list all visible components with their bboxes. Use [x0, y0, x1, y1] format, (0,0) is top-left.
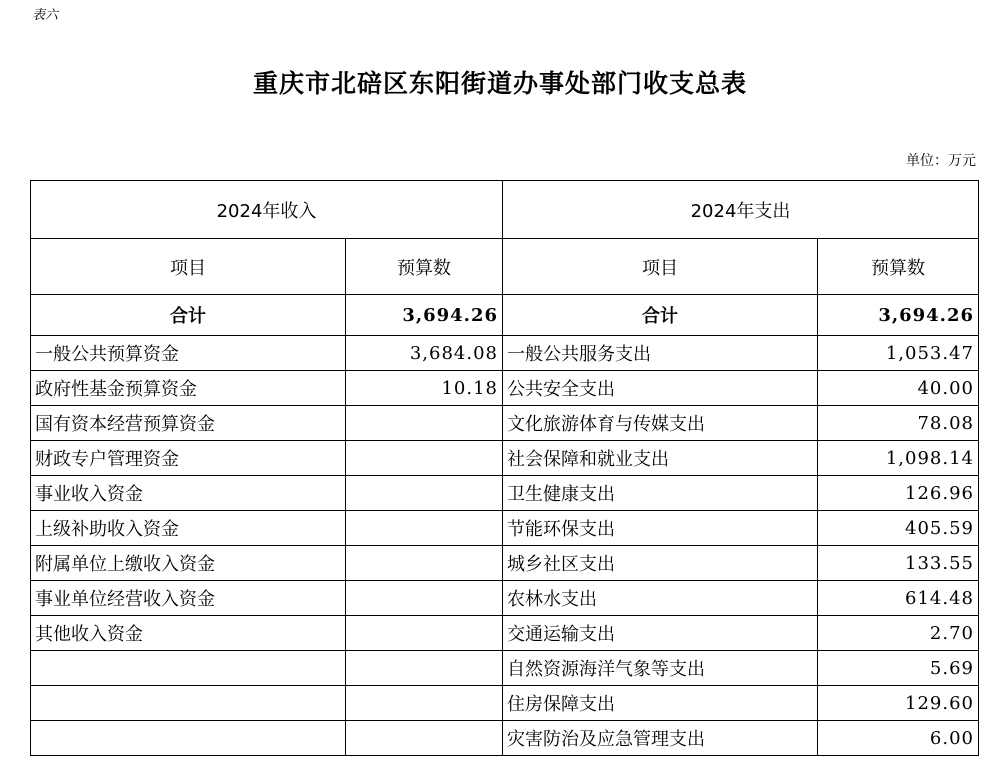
income-total-value: 3,694.26 [346, 295, 503, 336]
expense-value-cell: 5.69 [818, 651, 979, 686]
income-item-cell [31, 686, 346, 721]
income-value-cell [346, 651, 503, 686]
total-row [31, 295, 979, 336]
expense-item-cell: 自然资源海洋气象等支出 [503, 651, 818, 686]
table-row [31, 441, 979, 476]
income-value-cell [346, 406, 503, 441]
table-row [31, 651, 979, 686]
income-total-label: 合计 [31, 295, 346, 336]
expense-value-cell: 405.59 [818, 511, 979, 546]
income-value-cell [346, 511, 503, 546]
income-item-cell: 其他收入资金 [31, 616, 346, 651]
income-value-cell [346, 441, 503, 476]
income-value-cell [346, 686, 503, 721]
income-section-header: 2024年收入 [31, 181, 503, 239]
income-value-cell: 10.18 [346, 371, 503, 406]
income-item-cell: 事业收入资金 [31, 476, 346, 511]
expense-item-column-header: 项目 [503, 239, 818, 295]
expense-value-cell: 2.70 [818, 616, 979, 651]
expense-item-cell: 灾害防治及应急管理支出 [503, 721, 818, 756]
table-row [31, 336, 979, 371]
table-row [31, 721, 979, 756]
income-item-cell: 一般公共预算资金 [31, 336, 346, 371]
section-header-row [31, 181, 979, 239]
income-item-cell: 国有资本经营预算资金 [31, 406, 346, 441]
page-title: 重庆市北碚区东阳街道办事处部门收支总表 [252, 69, 747, 98]
income-item-column-header: 项目 [31, 239, 346, 295]
expense-item-cell: 城乡社区支出 [503, 546, 818, 581]
expense-value-cell: 40.00 [818, 371, 979, 406]
unit-label: 单位：万元 [906, 153, 976, 169]
table-row [31, 686, 979, 721]
expense-value-cell: 6.00 [818, 721, 979, 756]
expense-value-cell: 133.55 [818, 546, 979, 581]
expense-total-value: 3,694.26 [818, 295, 979, 336]
income-budget-column-header: 预算数 [346, 239, 503, 295]
income-item-cell: 附属单位上缴收入资金 [31, 546, 346, 581]
expense-section-header: 2024年支出 [503, 181, 979, 239]
expense-item-cell: 住房保障支出 [503, 686, 818, 721]
table-label: 表六 [32, 8, 59, 23]
expense-item-cell: 社会保障和就业支出 [503, 441, 818, 476]
income-value-cell [346, 546, 503, 581]
income-item-cell: 财政专户管理资金 [31, 441, 346, 476]
expense-item-cell: 节能环保支出 [503, 511, 818, 546]
income-value-cell [346, 721, 503, 756]
expense-item-cell: 一般公共服务支出 [503, 336, 818, 371]
expense-item-cell: 交通运输支出 [503, 616, 818, 651]
table-row [31, 406, 979, 441]
income-item-cell [31, 651, 346, 686]
expense-value-cell: 614.48 [818, 581, 979, 616]
column-header-row [31, 239, 979, 295]
table-row [31, 371, 979, 406]
income-item-cell [31, 721, 346, 756]
expense-value-cell: 1,053.47 [818, 336, 979, 371]
expense-total-label: 合计 [503, 295, 818, 336]
table-row [31, 511, 979, 546]
table-row [31, 581, 979, 616]
income-item-cell: 事业单位经营收入资金 [31, 581, 346, 616]
expense-value-cell: 126.96 [818, 476, 979, 511]
income-value-cell [346, 616, 503, 651]
income-value-cell: 3,684.08 [346, 336, 503, 371]
table-row [31, 546, 979, 581]
table-row [31, 616, 979, 651]
expense-value-cell: 1,098.14 [818, 441, 979, 476]
expense-item-cell: 农林水支出 [503, 581, 818, 616]
income-item-cell: 上级补助收入资金 [31, 511, 346, 546]
income-value-cell [346, 581, 503, 616]
expense-value-cell: 129.60 [818, 686, 979, 721]
expense-item-cell: 公共安全支出 [503, 371, 818, 406]
income-item-cell: 政府性基金预算资金 [31, 371, 346, 406]
budget-table [30, 180, 979, 756]
income-value-cell [346, 476, 503, 511]
expense-budget-column-header: 预算数 [818, 239, 979, 295]
table-row [31, 476, 979, 511]
expense-item-cell: 卫生健康支出 [503, 476, 818, 511]
expense-value-cell: 78.08 [818, 406, 979, 441]
expense-item-cell: 文化旅游体育与传媒支出 [503, 406, 818, 441]
